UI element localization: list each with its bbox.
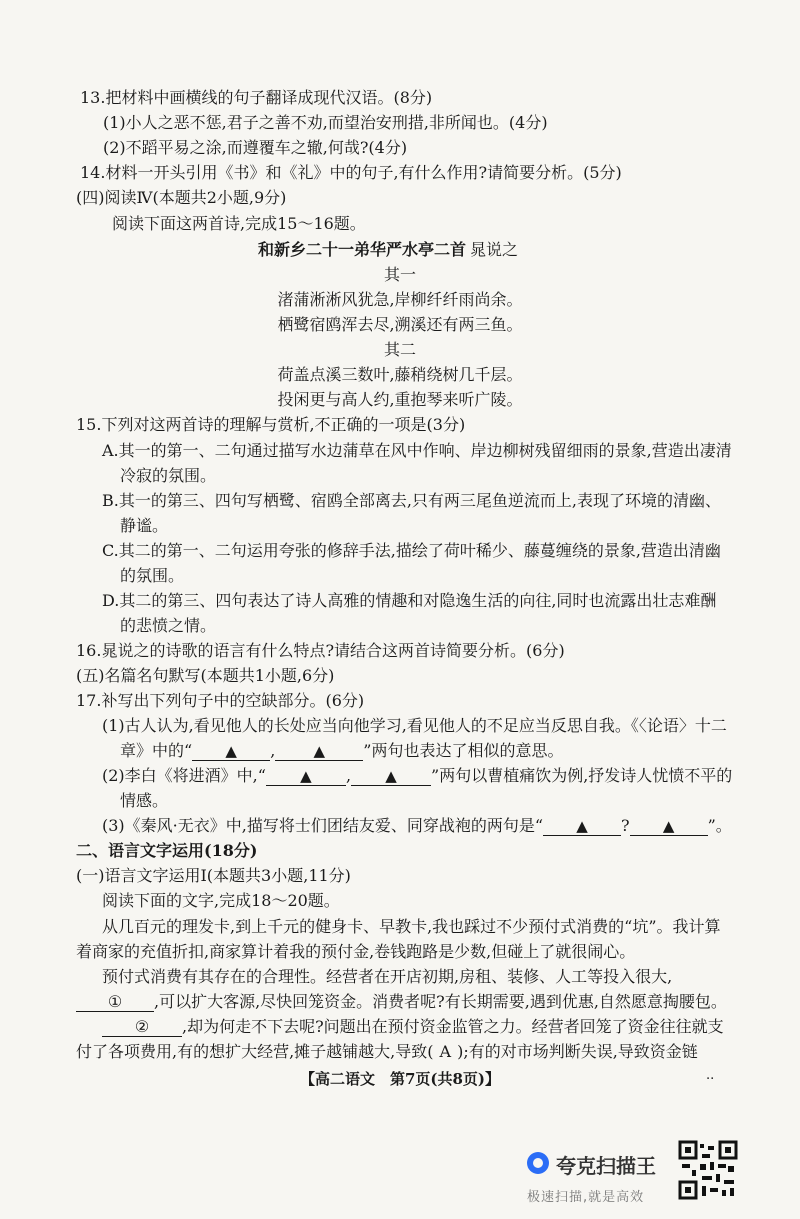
poem1-line1: 渚蒲淅淅风犹急,岸柳纤纤雨尚余。 [277, 290, 523, 309]
scanner-logo-icon [527, 1152, 549, 1174]
passage-blank-1[interactable]: ① [76, 993, 154, 1012]
fill-blank-6[interactable]: ▲ [630, 817, 708, 836]
q13-sub2: (2)不蹈平易之涂,而遵覆车之辙,何哉?(4分) [103, 138, 408, 157]
passage-p1-line2: 着商家的充值折扣,商家算计着我的预付金,卷钱跑路是少数,但碰上了就很闹心。 [76, 942, 636, 961]
q17-sub1-line2: 章》中的“ ▲ , ▲ ”两句也表达了相似的意思。 [120, 741, 564, 760]
section5-heading: (五)名篇名句默写(本题共1小题,6分) [76, 666, 335, 685]
q15-option-d-line2: 的悲愤之情。 [120, 616, 217, 635]
q15-option-c-line2: 的氛围。 [120, 566, 185, 585]
q15-option-a-line1: A.其一的第一、二句通过描写水边蒲草在风中作响、岸边柳树残留细雨的景象,营造出凄清 [102, 441, 732, 460]
page-footer: 【高二语文 第7页(共8页)】 [299, 1070, 501, 1088]
poem2-line2: 投闲更与高人约,重抱琴来听广陵。 [277, 390, 523, 409]
q15-option-b-line1: B.其一的第三、四句写栖鹭、宿鸥全部离去,只有两三尾鱼逆流而上,表现了环境的清幽、 [102, 491, 722, 510]
passage-blank-2[interactable]: ② [102, 1018, 182, 1037]
footer-dots: .. [706, 1068, 715, 1083]
passage-p1-line1: 从几百元的理发卡,到上千元的健身卡、早教卡,我也踩过不少预付式消费的“坑”。我计算 [102, 917, 721, 936]
passage-answer: A [439, 1042, 452, 1061]
section4-instruction: 阅读下面这两首诗,完成15～16题。 [112, 214, 366, 233]
fill-blank-3[interactable]: ▲ [266, 767, 346, 786]
poem2-label: 其二 [383, 340, 416, 359]
scanner-brand: 夸克扫描王 [556, 1154, 656, 1178]
poem1-label: 其一 [383, 265, 416, 284]
fill-blank-4[interactable]: ▲ [351, 767, 431, 786]
q15-option-d-line1: D.其二的第三、四句表达了诗人高雅的情趣和对隐逸生活的向往,同时也流露出壮志难酬 [102, 591, 717, 610]
passage-p2-line1: 预付式消费有其存在的合理性。经营者在开店初期,房租、装修、人工等投入很大, [102, 967, 673, 986]
fill-blank-2[interactable]: ▲ [275, 742, 363, 761]
section4-heading: (四)阅读Ⅳ(本题共2小题,9分) [76, 188, 287, 207]
q14-stem: 14.材料一开头引用《书》和《礼》中的句子,有什么作用?请简要分析。(5分) [80, 163, 622, 182]
passage-p2-line2: ① ,可以扩大客源,尽快回笼资金。消费者呢?有长期需要,遇到优惠,自然愿意掏腰包。 [76, 992, 727, 1012]
poem-title: 和新乡二十一弟华严水亭二首 [258, 240, 467, 259]
passage-p3-line1: ② ,却为何走不下去呢?问题出在预付资金监管之力。经营者回笼了资金往往就支 [102, 1017, 724, 1037]
q15-stem: 15.下列对这两首诗的理解与赏析,不正确的一项是(3分) [76, 415, 466, 434]
fill-blank-5[interactable]: ▲ [543, 817, 621, 836]
q15-option-b-line2: 静谧。 [120, 516, 169, 535]
q13-stem: 13.把材料中画横线的句子翻译成现代汉语。(8分) [80, 88, 433, 107]
q17-sub2-line2: 情感。 [120, 791, 169, 810]
q15-option-a-line2: 冷寂的氛围。 [120, 466, 217, 485]
q17-sub2-line1: (2)李白《将进酒》中,“ ▲ , ▲ ”两句以曹植痛饮为例,抒发诗人忧愤不平的 [102, 766, 733, 785]
q16-stem: 16.晁说之的诗歌的语言有什么特点?请结合这两首诗简要分析。(6分) [76, 641, 565, 660]
poem1-line2: 栖鹭宿鸥浑去尽,溯溪还有两三鱼。 [277, 315, 523, 334]
qr-code-icon [678, 1140, 738, 1200]
poem-author: 晁说之 [470, 240, 519, 259]
scanner-slogan: 极速扫描,就是高效 [527, 1190, 645, 1205]
q17-stem: 17.补写出下列句子中的空缺部分。(6分) [76, 691, 365, 710]
part2-heading: 二、语言文字运用(18分) [76, 841, 258, 860]
passage-p3-line2: 付了各项费用,有的想扩大经营,摊子越铺越大,导致( A );有的对市场判断失误,导致资金链 [76, 1042, 698, 1061]
q15-option-c-line1: C.其二的第一、二句运用夸张的修辞手法,描绘了荷叶稀少、藤蔓缠绕的景象,营造出清幽 [102, 541, 721, 560]
part2-instruction: 阅读下面的文字,完成18～20题。 [102, 891, 340, 910]
q17-sub3: (3)《秦风·无衣》中,描写将士们团结友爱、同穿战袍的两句是“ ▲ ? ▲ ”。 [102, 816, 732, 835]
q17-sub1-line1: (1)古人认为,看见他人的长处应当向他学习,看见他人的不足应当反思自我。《〈论语〉十二 [102, 716, 727, 735]
fill-blank-1[interactable]: ▲ [192, 742, 270, 761]
part2-sub1-heading: (一)语言文字运用Ⅰ(本题共3小题,11分) [76, 866, 351, 885]
poem2-line1: 荷盖点溪三数叶,藤稍绕树几千层。 [277, 365, 523, 384]
q13-sub1: (1)小人之恶不惩,君子之善不劝,而望治安刑措,非所闻也。(4分) [103, 113, 548, 132]
